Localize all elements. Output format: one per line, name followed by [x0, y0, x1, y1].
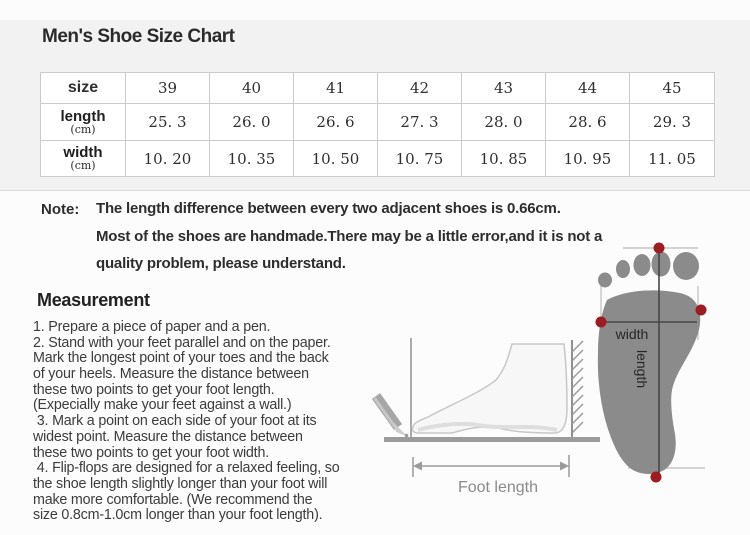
measurement-instructions: [33, 320, 413, 524]
footprint-diagram: [585, 238, 750, 490]
width-value: 10. 20: [126, 141, 210, 177]
table-row-size: [41, 73, 715, 104]
marker-dot-top: [654, 243, 665, 254]
size-value: 44: [546, 73, 630, 104]
footprint-toe: [634, 254, 651, 276]
instruction-line: make more comfortable. (We recommend the: [33, 491, 313, 508]
width-value: 10. 95: [546, 141, 630, 177]
size-value: 45: [630, 73, 715, 104]
width-value: 11. 05: [630, 141, 715, 177]
width-value: 10. 35: [210, 141, 294, 177]
instruction-line: (Expecially make your feet against a wall.): [33, 397, 292, 414]
instruction-line: 2. Stand with your feet parallel and on the paper.: [33, 334, 331, 351]
instruction-line: 1. Prepare a piece of paper and a pen.: [33, 319, 271, 335]
size-value: 43: [462, 73, 546, 104]
wall-hatch: [572, 340, 583, 437]
footprint-toe: [616, 260, 630, 278]
width-unit: (cm): [70, 159, 96, 172]
length-value: 27. 3: [378, 104, 462, 141]
size-row-label: size: [41, 73, 126, 104]
size-table: [40, 72, 715, 177]
width-label: width: [63, 144, 103, 161]
note-line: quality problem, please understand.: [96, 255, 346, 273]
note-text: [96, 201, 656, 284]
instruction-line: size 0.8cm-1.0cm longer than your foot length).: [33, 507, 323, 524]
floor-line: [384, 437, 600, 442]
footprint-toe: [652, 252, 671, 277]
marker-dot-left: [596, 317, 607, 328]
note-label: Note:: [41, 201, 80, 218]
length-row-label: [41, 104, 126, 141]
width-value: 10. 50: [294, 141, 378, 177]
length-value: 29. 3: [630, 104, 715, 141]
table-row-width: [41, 141, 715, 177]
instruction-line: the shoe length slightly longer than your foot will: [33, 475, 328, 492]
instruction-line: these two points to get your foot width.: [33, 444, 269, 461]
footprint-toes: [598, 252, 699, 288]
length-value: 28. 6: [546, 104, 630, 141]
footprint-big-toe: [673, 252, 699, 280]
instruction-line: of your heels. Measure the distance between: [33, 366, 309, 383]
note-line: Most of the shoes are handmade.There may be a little error,and it is not a: [96, 227, 603, 245]
length-value: 28. 0: [462, 104, 546, 141]
marker-dot-right: [696, 305, 707, 316]
width-value: 10. 85: [462, 141, 546, 177]
instruction-line: these two points to get your foot length.: [33, 381, 275, 398]
length-value: 26. 0: [210, 104, 294, 141]
instruction-line: widest point. Measure the distance between: [33, 428, 303, 445]
instruction-line: Mark the longest point of your toes and the back: [33, 350, 329, 367]
footprint-length-label: length: [634, 350, 650, 389]
size-value: 39: [126, 73, 210, 104]
page-title: Men's Shoe Size Chart: [42, 26, 235, 47]
size-value: 41: [294, 73, 378, 104]
measurement-heading: Measurement: [37, 290, 150, 310]
footprint-width-label: width: [615, 326, 649, 342]
marker-dot-bottom: [651, 472, 662, 483]
footprint-toe: [598, 273, 612, 288]
length-label: length: [60, 107, 106, 125]
note-line: The length difference between every two adjacent shoes is 0.66cm.: [96, 200, 561, 217]
pen-icon: [375, 396, 409, 437]
foot-length-arrow: [413, 455, 569, 477]
length-unit: (cm): [70, 122, 96, 136]
table-row-length: [41, 104, 715, 141]
foot-side-outline: [413, 344, 567, 433]
length-value: 25. 3: [126, 104, 210, 141]
size-value: 40: [210, 73, 294, 104]
width-row-label: [41, 141, 126, 177]
instruction-line: 4. Flip-flops are designed for a relaxed feeling, so: [33, 460, 340, 477]
instruction-line: 3. Mark a point on each side of your foot at its: [33, 413, 317, 430]
size-value: 42: [378, 73, 462, 104]
length-value: 26. 6: [294, 104, 378, 141]
width-value: 10. 75: [378, 141, 462, 177]
foot-length-diagram: [360, 330, 610, 498]
foot-length-label: Foot length: [457, 479, 539, 496]
